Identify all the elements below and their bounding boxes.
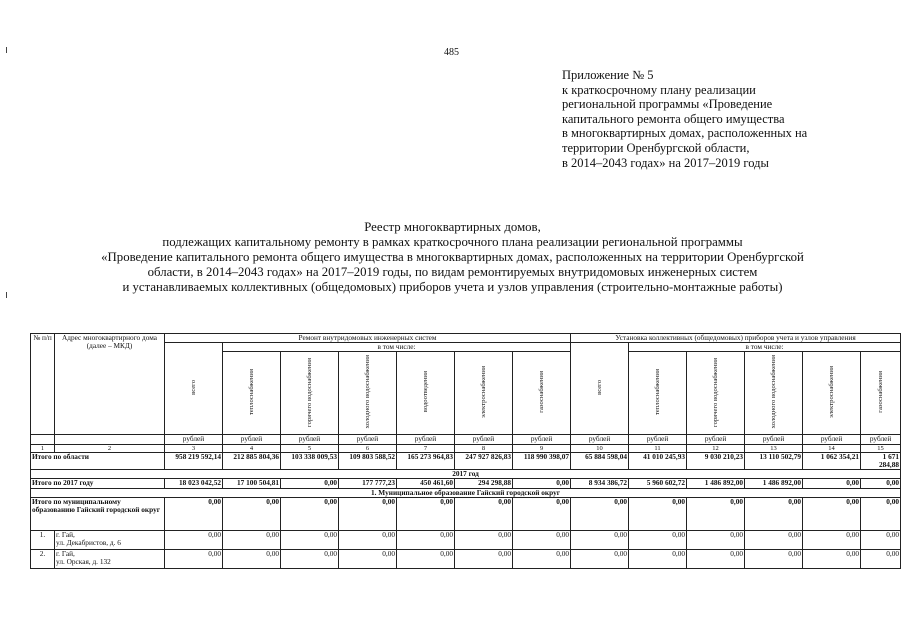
document-title [0,220,905,295]
value-cell: 5 960 602,72 [629,479,687,489]
value-cell: 0,00 [339,531,397,550]
header-including-repair: в том числе: [223,343,571,352]
unit-cell: рублей [397,435,455,445]
header-col-sewerage: водоотведения [397,352,455,435]
value-cell: 0,00 [687,550,745,569]
value-cell: 0,00 [629,531,687,550]
value-cell: 0,00 [861,531,901,550]
unit-cell: рублей [687,435,745,445]
unit-cell: рублей [455,435,513,445]
value-cell: 0,00 [397,531,455,550]
value-cell: 0,00 [513,479,571,489]
header-number: № п/п [31,334,55,435]
value-cell: 0,00 [687,498,745,531]
value-cell: 294 298,88 [455,479,513,489]
appendix-line: капитального ремонта общего имущества [562,111,785,126]
title-line: Реестр многоквартирных домов, [364,220,541,234]
value-cell: 0,00 [455,550,513,569]
value-cell: 1 486 892,00 [745,479,803,489]
column-number: 15 [861,445,901,453]
header-col-heating: теплоснабжения [223,352,281,435]
column-number: 7 [397,445,455,453]
value-cell: 0,00 [397,550,455,569]
header-col-meter-hot-water: горячего водоснабжения [687,352,745,435]
value-cell: 0,00 [281,531,339,550]
row-address: г. Гай, ул. Декабристов, д. 6 [55,531,165,550]
value-cell: 0,00 [803,550,861,569]
value-cell: 0,00 [571,498,629,531]
table-row [31,531,901,550]
value-cell: 0,00 [861,550,901,569]
unit-cell: рублей [629,435,687,445]
value-cell: 0,00 [339,498,397,531]
registry-table [30,333,901,569]
header-col-meter-electricity: электроснабжения [803,352,861,435]
header-col-hot-water: горячего водоснабжения [281,352,339,435]
value-cell: 8 934 386,72 [571,479,629,489]
value-cell: 0,00 [223,498,281,531]
value-cell: 0,00 [745,550,803,569]
value-cell: 0,00 [571,550,629,569]
value-cell: 0,00 [861,498,901,531]
value-cell: 0,00 [745,531,803,550]
title-line: подлежащих капитальному ремонту в рамках краткосрочного плана реализации региональной программы [162,235,743,249]
header-col-meter-cold-water: холодного водоснабжения [745,352,803,435]
value-cell: 65 884 598,04 [571,453,629,470]
unit-cell: рублей [165,435,223,445]
value-cell: 0,00 [745,498,803,531]
header-repair-systems: Ремонт внутридомовых инженерных систем [165,334,571,343]
value-cell: 0,00 [861,479,901,489]
value-cell: 118 990 398,07 [513,453,571,470]
value-cell: 109 803 588,52 [339,453,397,470]
column-number: 4 [223,445,281,453]
total-region-row [31,453,901,470]
appendix-line: Приложение № 5 [562,68,654,82]
value-cell: 0,00 [165,531,223,550]
page-number: 485 [444,47,459,58]
column-number: 9 [513,445,571,453]
value-cell: 177 777,23 [339,479,397,489]
unit-cell: рублей [861,435,901,445]
column-numbers-row [31,445,901,453]
units-row [31,435,901,445]
total-municipality-label: Итого по муниципальному образованию Гайский городской округ [31,498,165,531]
unit-cell: рублей [281,435,339,445]
value-cell: 9 030 210,23 [687,453,745,470]
header-col-meter-gas: газоснабжения [861,352,901,435]
scan-margin-mark [6,47,7,53]
value-cell: 0,00 [455,531,513,550]
value-cell: 212 885 804,36 [223,453,281,470]
row-address: г. Гай, ул. Орская, д. 132 [55,550,165,569]
value-cell: 1 062 354,21 [803,453,861,470]
value-cell: 450 461,60 [397,479,455,489]
municipality-label: 1. Муниципальное образование Гайский городской округ [31,489,901,498]
value-cell: 247 927 826,83 [455,453,513,470]
value-cell: 0,00 [803,531,861,550]
value-cell: 0,00 [223,531,281,550]
header-address: Адрес многоквартирного дома (далее – МКД) [55,334,165,435]
value-cell: 0,00 [339,550,397,569]
appendix-line: региональной программы «Проведение [562,97,773,112]
value-cell: 0,00 [571,531,629,550]
total-2017-row [31,479,901,489]
column-number: 14 [803,445,861,453]
unit-cell [55,435,165,445]
value-cell: 0,00 [281,498,339,531]
table-row [31,550,901,569]
value-cell: 0,00 [629,550,687,569]
column-number: 11 [629,445,687,453]
value-cell: 0,00 [629,498,687,531]
total-municipality-row [31,498,901,531]
header-col-gas: газоснабжения [513,352,571,435]
value-cell: 18 023 042,52 [165,479,223,489]
value-cell: 13 110 502,79 [745,453,803,470]
unit-cell [31,435,55,445]
appendix-line: территории Оренбургской области, [562,140,750,155]
appendix-line: в многоквартирных домах, расположенных на [562,126,808,141]
year-label: 2017 год [31,470,901,479]
header-col-cold-water: холодного водоснабжения [339,352,397,435]
unit-cell: рублей [223,435,281,445]
municipality-row [31,489,901,498]
header-meter-installation: Установка коллективных (общедомовых) приборов учета и узлов управления [571,334,901,343]
row-number: 1. [31,531,55,550]
value-cell: 0,00 [513,531,571,550]
value-cell: 0,00 [803,498,861,531]
value-cell: 17 100 504,81 [223,479,281,489]
unit-cell: рублей [803,435,861,445]
value-cell: 0,00 [513,498,571,531]
value-cell: 0,00 [513,550,571,569]
unit-cell: рублей [745,435,803,445]
column-number: 13 [745,445,803,453]
column-number: 12 [687,445,745,453]
header-col-meter-heating: теплоснабжения [629,352,687,435]
column-number: 3 [165,445,223,453]
year-row [31,470,901,479]
title-line: «Проведение капитального ремонта общего имущества в многоквартирных домах, расположенных на территории Оренбургской [101,250,804,264]
value-cell: 0,00 [687,531,745,550]
value-cell: 0,00 [223,550,281,569]
value-cell: 1 671 284,88 [861,453,901,470]
value-cell: 958 219 592,14 [165,453,223,470]
row-number: 2. [31,550,55,569]
value-cell: 0,00 [281,479,339,489]
value-cell: 0,00 [165,550,223,569]
header-col-total-meters: всего [571,343,629,435]
appendix-line: к краткосрочному плану реализации [562,82,756,97]
column-number: 5 [281,445,339,453]
value-cell: 41 010 245,93 [629,453,687,470]
value-cell: 165 273 964,83 [397,453,455,470]
header-col-total-repair: всего [165,343,223,435]
column-number: 8 [455,445,513,453]
value-cell: 0,00 [803,479,861,489]
column-number: 10 [571,445,629,453]
appendix-note [562,68,892,170]
unit-cell: рублей [339,435,397,445]
value-cell: 103 338 009,53 [281,453,339,470]
column-number: 6 [339,445,397,453]
header-including-meters: в том числе: [629,343,901,352]
value-cell: 1 486 892,00 [687,479,745,489]
title-line: и устанавливаемых коллективных (общедомовых) приборов учета и узлов управления (строительно-монтажные работы) [122,280,783,294]
column-number: 1 [31,445,55,453]
column-number: 2 [55,445,165,453]
unit-cell: рублей [513,435,571,445]
title-line: области, в 2014–2043 годах» на 2017–2019 годы, по видам ремонтируемых внутридомовых инженерных систем [147,265,758,279]
value-cell: 0,00 [455,498,513,531]
unit-cell: рублей [571,435,629,445]
value-cell: 0,00 [397,498,455,531]
total-2017-label: Итого по 2017 году [31,479,165,489]
appendix-line: в 2014–2043 годах» на 2017–2019 годы [562,155,769,170]
value-cell: 0,00 [165,498,223,531]
total-region-label: Итого по области [31,453,165,470]
header-col-electricity: электроснабжения [455,352,513,435]
value-cell: 0,00 [281,550,339,569]
